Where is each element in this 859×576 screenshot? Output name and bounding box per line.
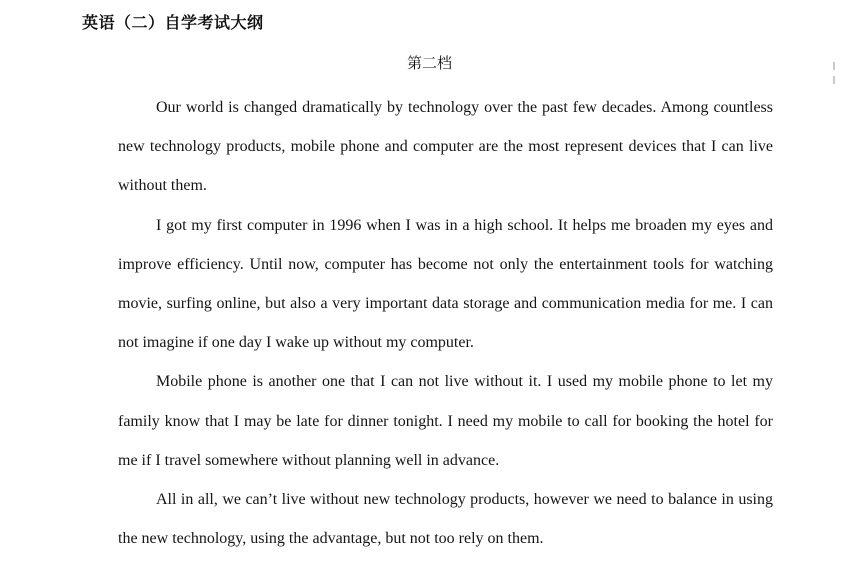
margin-scan-mark: [833, 76, 835, 84]
section-title: 第二档: [406, 54, 452, 72]
margin-scan-mark: [833, 62, 835, 70]
essay-paragraph-3: Mobile phone is another one that I can not live without it. I used my mobile phone to let my family know that I may be late for dinner tonight. I need my mobile to call for booking the hotel for me if I travel somewhere without planning well in advance.: [118, 373, 773, 469]
essay-body: [118, 88, 773, 558]
essay-paragraph-4: All in all, we can’t live without new technology products, however we need to balance in using the new technology, using the advantage, but not too rely on them.: [118, 491, 773, 548]
essay-paragraph-2: I got my first computer in 1996 when I was in a high school. It helps me broaden my eyes and improve efficiency. Until now, computer has become not only the entertainment tools for watching movie, surfing online, but also a very important data storage and communication media for me. I can not imagine if one day I wake up without my computer.: [118, 216, 773, 352]
running-header-title: 英语（二）自学考试大纲: [82, 13, 264, 32]
essay-paragraph-1: Our world is changed dramatically by technology over the past few decades. Among countless new technology products, mobile phone and computer are the most represent devices that I can live without them.: [118, 99, 773, 195]
